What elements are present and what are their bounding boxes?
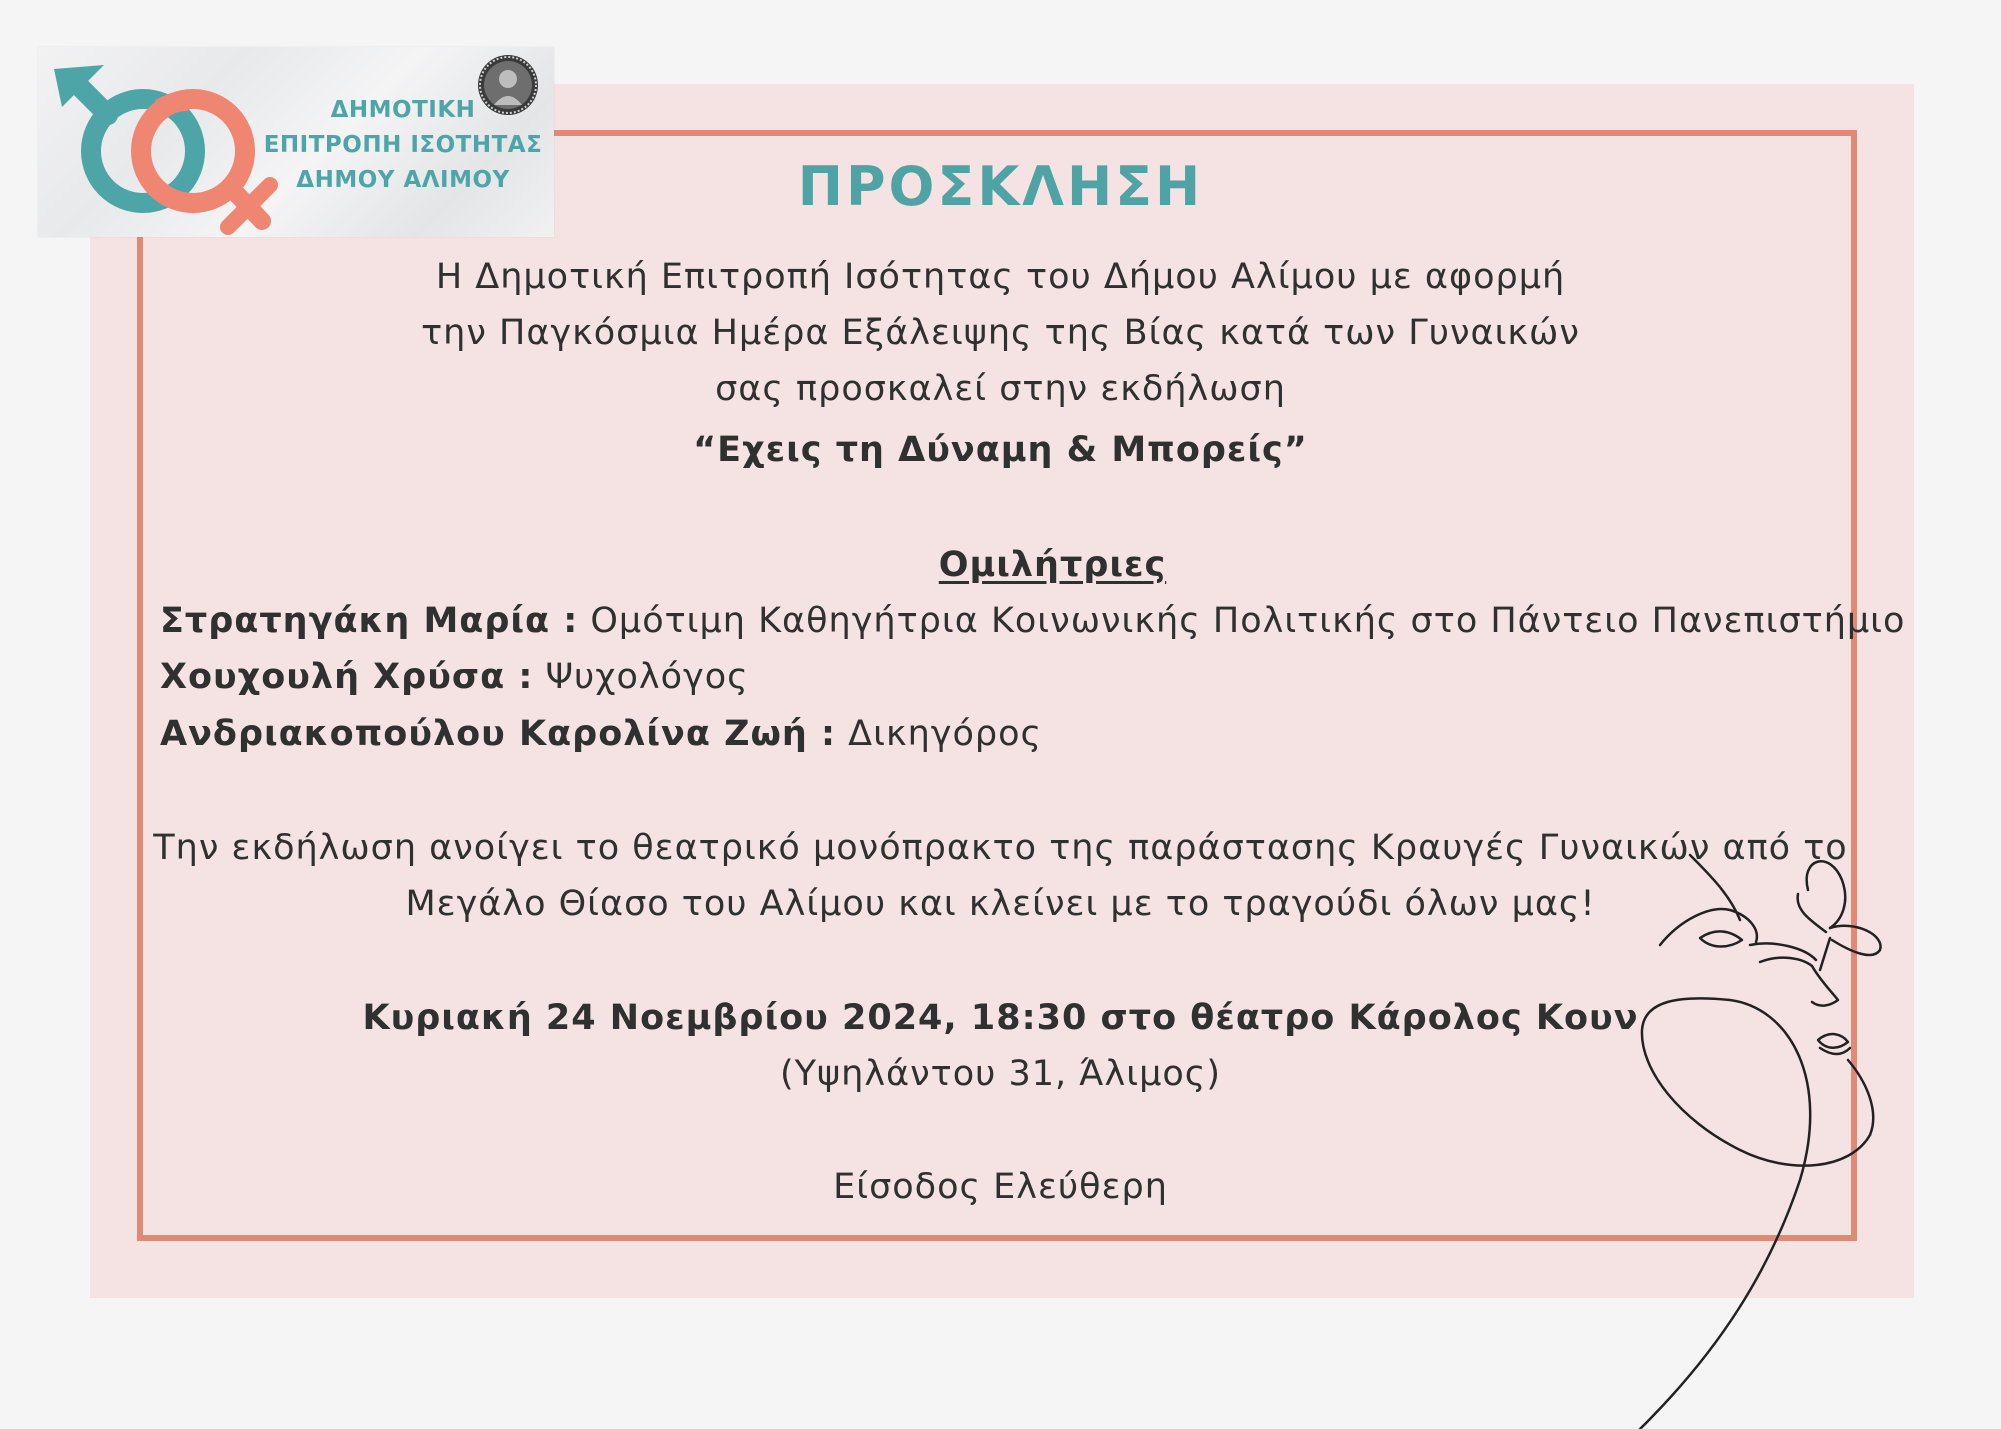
speaker-item xyxy=(160,655,749,699)
page-title: ΠΡΟΣΚΛΗΣΗ xyxy=(797,155,1204,218)
entry-note: Είσοδος Ελεύθερη xyxy=(833,1167,1168,1207)
program-line-1: Την εκδήλωση ανοίγει το θεατρικό μονόπρακτο της παράστασης Κραυγές Γυναικών από το xyxy=(153,828,1848,868)
speaker-role: Ψυχολόγος xyxy=(533,657,749,697)
speakers-heading: Ομιλήτριες xyxy=(938,545,1167,585)
logo-line-2: ΕΠΙΤΡΟΠΗ ΙΣΟΤΗΤΑΣ xyxy=(263,132,543,158)
intro-line-2: την Παγκόσμια Ημέρα Εξάλειψης της Βίας κατά των Γυναικών xyxy=(421,313,1580,353)
speaker-item xyxy=(160,599,1905,643)
event-address: (Υψηλάντου 31, Άλιμος) xyxy=(780,1054,1221,1094)
speaker-role: Ομότιμη Καθηγήτρια Κοινωνικής Πολιτικής στο Πάντειο Πανεπιστήμιο xyxy=(578,601,1906,641)
event-name: “Εχεις τη Δύναμη & Μπορείς” xyxy=(693,430,1308,470)
logo-line-1: ΔΗΜΟΤΙΚΗ xyxy=(330,97,476,123)
event-datetime: Κυριακή 24 Νοεμβρίου 2024, 18:30 στο θέατρο Κάρολος Κουν xyxy=(362,998,1639,1038)
program-line-2: Μεγάλο Θίασο του Αλίμου και κλείνει με το τραγούδι όλων μας! xyxy=(405,884,1596,924)
speaker-name: Χουχουλή Χρύσα : xyxy=(160,657,534,697)
logo-line-3: ΔΗΜΟΥ ΑΛΙΜΟΥ xyxy=(296,167,510,193)
speaker-role: Δικηγόρος xyxy=(836,714,1043,754)
intro-line-3: σας προσκαλεί στην εκδήλωση xyxy=(715,369,1286,409)
woman-face-line-art-icon xyxy=(1580,850,1920,1429)
intro-line-1: Η Δημοτική Επιτροπή Ισότητας του Δήμου Αλίμου με αφορμή xyxy=(435,257,1566,297)
speaker-item xyxy=(160,712,1042,756)
speaker-name: Στρατηγάκη Μαρία : xyxy=(160,601,579,641)
speaker-name: Ανδριακοπούλου Καρολίνα Ζωή : xyxy=(160,714,837,754)
